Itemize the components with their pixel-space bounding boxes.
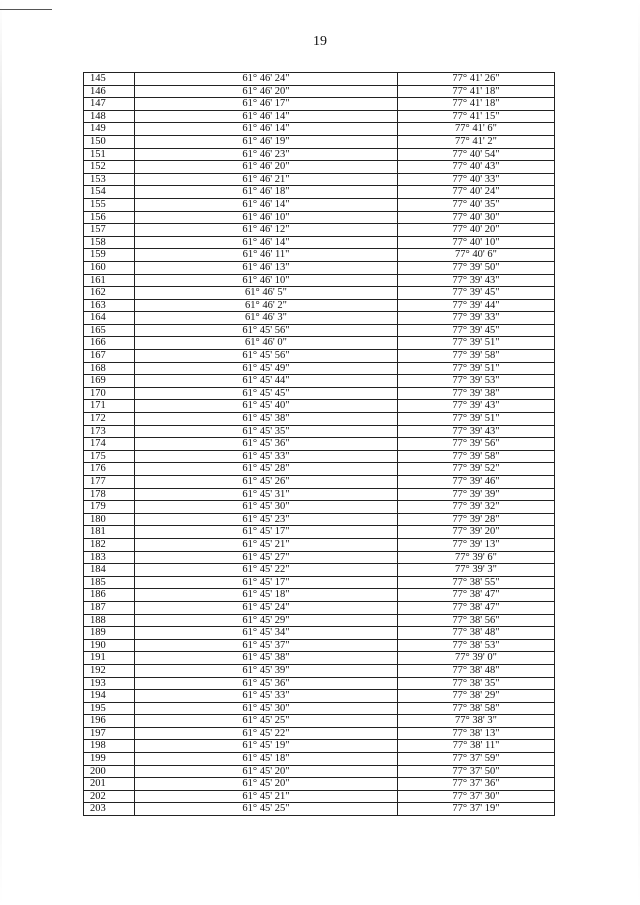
table-row [84,476,555,489]
point-number-cell: 158 [84,236,135,249]
longitude-cell: 77° 39' 53" [398,375,555,388]
latitude-cell: 61° 46' 21" [135,173,398,186]
latitude-cell: 61° 45' 25" [135,803,398,816]
table-row [84,513,555,526]
table-row [84,337,555,350]
latitude-cell: 61° 46' 3" [135,312,398,325]
table-row [84,790,555,803]
table-row [84,765,555,778]
latitude-cell: 61° 46' 18" [135,186,398,199]
longitude-cell: 77° 38' 48" [398,627,555,640]
table-row [84,198,555,211]
latitude-cell: 61° 45' 49" [135,362,398,375]
table-row [84,652,555,665]
table-row [84,702,555,715]
table-row [84,362,555,375]
table-row [84,98,555,111]
point-number-cell: 174 [84,438,135,451]
table-row [84,727,555,740]
longitude-cell: 77° 41' 18" [398,98,555,111]
longitude-cell: 77° 38' 29" [398,690,555,703]
point-number-cell: 198 [84,740,135,753]
point-number-cell: 200 [84,765,135,778]
table-row [84,803,555,816]
point-number-cell: 202 [84,790,135,803]
point-number-cell: 178 [84,488,135,501]
longitude-cell: 77° 41' 15" [398,110,555,123]
point-number-cell: 181 [84,526,135,539]
table-row [84,400,555,413]
point-number-cell: 186 [84,589,135,602]
longitude-cell: 77° 40' 54" [398,148,555,161]
table-row [84,601,555,614]
coordinates-table-body [84,73,555,816]
table-row [84,274,555,287]
table-row [84,312,555,325]
table-row [84,450,555,463]
table-row [84,664,555,677]
table-row [84,564,555,577]
latitude-cell: 61° 45' 23" [135,513,398,526]
latitude-cell: 61° 46' 13" [135,261,398,274]
longitude-cell: 77° 39' 46" [398,476,555,489]
longitude-cell: 77° 39' 43" [398,425,555,438]
latitude-cell: 61° 45' 22" [135,727,398,740]
latitude-cell: 61° 45' 33" [135,450,398,463]
longitude-cell: 77° 39' 45" [398,324,555,337]
table-row [84,224,555,237]
longitude-cell: 77° 41' 6" [398,123,555,136]
latitude-cell: 61° 46' 10" [135,211,398,224]
point-number-cell: 195 [84,702,135,715]
table-row [84,387,555,400]
table-row [84,690,555,703]
longitude-cell: 77° 39' 13" [398,538,555,551]
longitude-cell: 77° 40' 30" [398,211,555,224]
point-number-cell: 187 [84,601,135,614]
table-row [84,211,555,224]
point-number-cell: 166 [84,337,135,350]
longitude-cell: 77° 37' 19" [398,803,555,816]
latitude-cell: 61° 45' 36" [135,438,398,451]
latitude-cell: 61° 46' 14" [135,198,398,211]
table-row [84,576,555,589]
table-row [84,614,555,627]
table-row [84,299,555,312]
latitude-cell: 61° 45' 17" [135,526,398,539]
longitude-cell: 77° 39' 20" [398,526,555,539]
point-number-cell: 197 [84,727,135,740]
latitude-cell: 61° 46' 14" [135,123,398,136]
table-row [84,161,555,174]
latitude-cell: 61° 45' 44" [135,375,398,388]
point-number-cell: 194 [84,690,135,703]
longitude-cell: 77° 39' 43" [398,274,555,287]
longitude-cell: 77° 39' 51" [398,337,555,350]
table-row [84,110,555,123]
longitude-cell: 77° 39' 28" [398,513,555,526]
latitude-cell: 61° 46' 17" [135,98,398,111]
longitude-cell: 77° 40' 10" [398,236,555,249]
point-number-cell: 175 [84,450,135,463]
table-row [84,639,555,652]
latitude-cell: 61° 45' 29" [135,614,398,627]
longitude-cell: 77° 39' 56" [398,438,555,451]
longitude-cell: 77° 37' 59" [398,753,555,766]
latitude-cell: 61° 45' 35" [135,425,398,438]
longitude-cell: 77° 39' 0" [398,652,555,665]
longitude-cell: 77° 40' 33" [398,173,555,186]
point-number-cell: 155 [84,198,135,211]
table-row [84,740,555,753]
table-row [84,324,555,337]
point-number-cell: 193 [84,677,135,690]
latitude-cell: 61° 45' 20" [135,778,398,791]
longitude-cell: 77° 38' 47" [398,601,555,614]
latitude-cell: 61° 46' 5" [135,287,398,300]
point-number-cell: 179 [84,501,135,514]
latitude-cell: 61° 45' 22" [135,564,398,577]
longitude-cell: 77° 41' 18" [398,85,555,98]
point-number-cell: 163 [84,299,135,312]
longitude-cell: 77° 40' 43" [398,161,555,174]
table-row [84,135,555,148]
table-row [84,463,555,476]
table-row [84,123,555,136]
point-number-cell: 184 [84,564,135,577]
point-number-cell: 151 [84,148,135,161]
latitude-cell: 61° 46' 23" [135,148,398,161]
point-number-cell: 153 [84,173,135,186]
point-number-cell: 147 [84,98,135,111]
latitude-cell: 61° 45' 28" [135,463,398,476]
longitude-cell: 77° 41' 2" [398,135,555,148]
latitude-cell: 61° 46' 12" [135,224,398,237]
latitude-cell: 61° 45' 27" [135,551,398,564]
point-number-cell: 183 [84,551,135,564]
longitude-cell: 77° 39' 51" [398,362,555,375]
table-row [84,501,555,514]
latitude-cell: 61° 45' 39" [135,664,398,677]
longitude-cell: 77° 40' 35" [398,198,555,211]
point-number-cell: 165 [84,324,135,337]
latitude-cell: 61° 46' 14" [135,110,398,123]
table-row [84,287,555,300]
longitude-cell: 77° 40' 20" [398,224,555,237]
latitude-cell: 61° 46' 11" [135,249,398,262]
latitude-cell: 61° 45' 18" [135,753,398,766]
longitude-cell: 77° 39' 44" [398,299,555,312]
longitude-cell: 77° 38' 47" [398,589,555,602]
table-row [84,526,555,539]
longitude-cell: 77° 38' 35" [398,677,555,690]
table-row [84,677,555,690]
table-row [84,538,555,551]
page-number: 19 [313,34,327,49]
latitude-cell: 61° 46' 0" [135,337,398,350]
point-number-cell: 188 [84,614,135,627]
table-row [84,249,555,262]
coordinates-table [83,72,555,816]
point-number-cell: 152 [84,161,135,174]
latitude-cell: 61° 45' 20" [135,765,398,778]
table-row [84,236,555,249]
point-number-cell: 150 [84,135,135,148]
latitude-cell: 61° 46' 19" [135,135,398,148]
longitude-cell: 77° 39' 33" [398,312,555,325]
table-row [84,715,555,728]
table-row [84,488,555,501]
latitude-cell: 61° 45' 25" [135,715,398,728]
longitude-cell: 77° 38' 56" [398,614,555,627]
point-number-cell: 145 [84,73,135,86]
longitude-cell: 77° 39' 58" [398,350,555,363]
table-row [84,551,555,564]
table-row [84,85,555,98]
longitude-cell: 77° 39' 50" [398,261,555,274]
table-row [84,413,555,426]
latitude-cell: 61° 45' 31" [135,488,398,501]
table-row [84,261,555,274]
longitude-cell: 77° 37' 36" [398,778,555,791]
table-row [84,425,555,438]
table-row [84,438,555,451]
point-number-cell: 162 [84,287,135,300]
point-number-cell: 177 [84,476,135,489]
longitude-cell: 77° 39' 51" [398,413,555,426]
longitude-cell: 77° 37' 50" [398,765,555,778]
point-number-cell: 203 [84,803,135,816]
point-number-cell: 169 [84,375,135,388]
point-number-cell: 172 [84,413,135,426]
table-row [84,148,555,161]
table-row [84,73,555,86]
point-number-cell: 171 [84,400,135,413]
point-number-cell: 148 [84,110,135,123]
latitude-cell: 61° 45' 34" [135,627,398,640]
table-row [84,173,555,186]
table-row [84,375,555,388]
point-number-cell: 180 [84,513,135,526]
longitude-cell: 77° 39' 38" [398,387,555,400]
point-number-cell: 173 [84,425,135,438]
point-number-cell: 190 [84,639,135,652]
point-number-cell: 167 [84,350,135,363]
table-row [84,753,555,766]
longitude-cell: 77° 39' 6" [398,551,555,564]
point-number-cell: 176 [84,463,135,476]
point-number-cell: 157 [84,224,135,237]
latitude-cell: 61° 45' 38" [135,413,398,426]
point-number-cell: 182 [84,538,135,551]
table-row [84,627,555,640]
longitude-cell: 77° 37' 30" [398,790,555,803]
longitude-cell: 77° 39' 43" [398,400,555,413]
latitude-cell: 61° 46' 24" [135,73,398,86]
point-number-cell: 154 [84,186,135,199]
latitude-cell: 61° 46' 2" [135,299,398,312]
latitude-cell: 61° 45' 36" [135,677,398,690]
point-number-cell: 168 [84,362,135,375]
table-row [84,186,555,199]
point-number-cell: 156 [84,211,135,224]
longitude-cell: 77° 38' 11" [398,740,555,753]
longitude-cell: 77° 40' 24" [398,186,555,199]
point-number-cell: 196 [84,715,135,728]
longitude-cell: 77° 39' 45" [398,287,555,300]
latitude-cell: 61° 46' 14" [135,236,398,249]
point-number-cell: 201 [84,778,135,791]
latitude-cell: 61° 46' 20" [135,161,398,174]
longitude-cell: 77° 38' 53" [398,639,555,652]
point-number-cell: 160 [84,261,135,274]
longitude-cell: 77° 40' 6" [398,249,555,262]
point-number-cell: 191 [84,652,135,665]
header-rule [0,9,52,10]
longitude-cell: 77° 38' 13" [398,727,555,740]
latitude-cell: 61° 46' 10" [135,274,398,287]
scan-left-edge [0,0,2,905]
longitude-cell: 77° 39' 32" [398,501,555,514]
longitude-cell: 77° 38' 48" [398,664,555,677]
latitude-cell: 61° 45' 30" [135,702,398,715]
point-number-cell: 192 [84,664,135,677]
latitude-cell: 61° 45' 17" [135,576,398,589]
longitude-cell: 77° 38' 55" [398,576,555,589]
latitude-cell: 61° 45' 33" [135,690,398,703]
longitude-cell: 77° 38' 3" [398,715,555,728]
point-number-cell: 161 [84,274,135,287]
point-number-cell: 159 [84,249,135,262]
latitude-cell: 61° 45' 56" [135,350,398,363]
latitude-cell: 61° 45' 37" [135,639,398,652]
latitude-cell: 61° 45' 38" [135,652,398,665]
latitude-cell: 61° 45' 40" [135,400,398,413]
longitude-cell: 77° 39' 39" [398,488,555,501]
table-row [84,589,555,602]
longitude-cell: 77° 39' 52" [398,463,555,476]
latitude-cell: 61° 45' 21" [135,790,398,803]
table-row [84,350,555,363]
point-number-cell: 170 [84,387,135,400]
latitude-cell: 61° 45' 26" [135,476,398,489]
latitude-cell: 61° 45' 24" [135,601,398,614]
latitude-cell: 61° 45' 18" [135,589,398,602]
latitude-cell: 61° 45' 45" [135,387,398,400]
point-number-cell: 185 [84,576,135,589]
point-number-cell: 146 [84,85,135,98]
latitude-cell: 61° 45' 21" [135,538,398,551]
latitude-cell: 61° 45' 30" [135,501,398,514]
point-number-cell: 164 [84,312,135,325]
longitude-cell: 77° 39' 3" [398,564,555,577]
point-number-cell: 149 [84,123,135,136]
longitude-cell: 77° 39' 58" [398,450,555,463]
table-row [84,778,555,791]
point-number-cell: 199 [84,753,135,766]
latitude-cell: 61° 46' 20" [135,85,398,98]
point-number-cell: 189 [84,627,135,640]
latitude-cell: 61° 45' 19" [135,740,398,753]
longitude-cell: 77° 41' 26" [398,73,555,86]
longitude-cell: 77° 38' 58" [398,702,555,715]
latitude-cell: 61° 45' 56" [135,324,398,337]
